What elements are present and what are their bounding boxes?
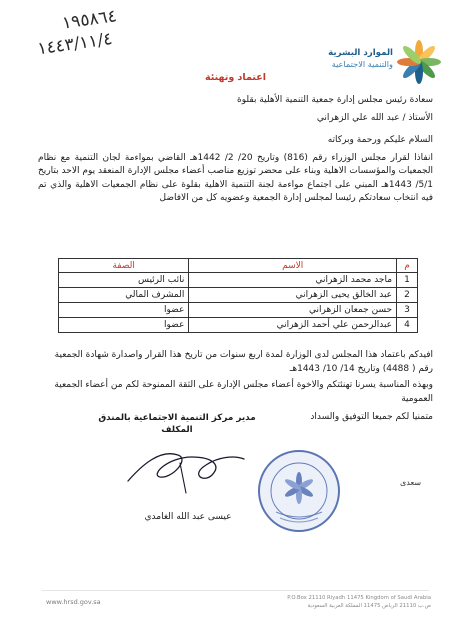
column-header-number: م xyxy=(397,259,418,273)
logo-text-line1: الموارد البشرية xyxy=(328,48,393,58)
congratulation-paragraph: وبهذه المناسبة يسرنا تهنئتكم والاخوة أعضاء مجلس الإدارة على الثقة الممنوحة لكم من أعضاء الجمعية العمومية xyxy=(54,380,433,404)
logo-text-line2: والتنمية الاجتماعية xyxy=(331,59,393,69)
member-name: عبدالرحمن علي أحمد الزهراني xyxy=(189,318,397,333)
ministry-emblem-icon xyxy=(397,40,441,84)
table-row xyxy=(59,318,418,333)
handwritten-reference-note xyxy=(27,0,153,68)
table-row xyxy=(59,288,418,303)
closing-wishes: متمنيا لكم جميعا التوفيق والسداد xyxy=(310,412,433,422)
member-name: حسن جمعان الزهراني xyxy=(189,303,397,318)
director-signature xyxy=(120,435,250,501)
member-role: عضوا xyxy=(59,303,189,318)
member-name: ماجد محمد الزهراني xyxy=(189,273,397,288)
letter-heading: اعتماد وتهنئة xyxy=(204,72,266,83)
table-row xyxy=(59,303,418,318)
column-header-name: الاسم xyxy=(189,259,397,273)
row-number: 1 xyxy=(397,273,418,288)
body-paragraph: انفاذا لقرار مجلس الوزراء رقم (816) وتاريخ 20/ 2/ 1442هـ القاضي بمواءمة لجان التنمية مع نظام الجمعيات والمؤسسات الاهلية وبناء على محضر توزيع مناصب أعضاء مجلس الإدارة المنعقد يوم الاحد بتاريخ 5/1/ 1443هـ المبني على اجتماع مواءمة لجنة التنمية الاهلية بقلوة على نظام الجمعيات الاهلية والذي تم فيه انتخاب سعادتكم رئيسا لمجلس إدارة الجمعية وعضويه كل من الافاضل xyxy=(38,153,433,204)
table-header-row xyxy=(59,259,418,273)
director-name: عيسى عبد الله الغامدي xyxy=(144,512,232,522)
recipient-line: الأستاذ / عبد الله علي الزهراني xyxy=(316,113,433,123)
table-row xyxy=(59,273,418,288)
footer-address-ar: ص.ب 21110 الرياض 11475 المملكة العربية السعودية xyxy=(307,603,431,609)
row-number: 2 xyxy=(397,288,418,303)
row-number: 3 xyxy=(397,303,418,318)
member-role: المشرف المالي xyxy=(59,288,189,303)
handwritten-reference-date: ١٤٤٣/١١/٤ xyxy=(36,29,114,60)
ministry-logo xyxy=(329,40,441,84)
row-number: 4 xyxy=(397,318,418,333)
member-name: عبد الخالق يحيى الزهراني xyxy=(189,288,397,303)
approval-paragraph: افيدكم باعتماد هذا المجلس لدى الوزارة لمدة اربع سنوات من تاريخ هذا القرار واصدارة شهادة الجمعية رقم ( 4488) وتاريخ 14/ 10/ 1443هـ xyxy=(54,350,433,374)
addressee-line: سعادة رئيس مجلس إدارة جمعية التنمية الأهلية بقلوة xyxy=(237,95,433,105)
greeting-line: السلام عليكم ورحمة وبركاته xyxy=(327,135,433,145)
director-title: مدير مركز التنمية الاجتماعية بالمندق المكلف xyxy=(98,413,256,435)
handwritten-initial: سعدى xyxy=(400,478,422,487)
member-role: نائب الرئيس xyxy=(59,273,189,288)
footer-divider xyxy=(42,590,429,591)
footer-website: www.hrsd.gov.sa xyxy=(46,598,101,606)
footer-address-en: P.O.Box 21110 Riyadh 11475 Kingdom of Saudi Arabia xyxy=(287,595,431,601)
handwritten-reference-number: ١٩٥٨٦٤ xyxy=(60,6,118,34)
footer-address xyxy=(261,594,431,610)
board-members-table xyxy=(58,258,418,333)
column-header-role: الصفة xyxy=(59,259,189,273)
official-stamp-icon xyxy=(256,448,342,534)
member-role: عضوا xyxy=(59,318,189,333)
